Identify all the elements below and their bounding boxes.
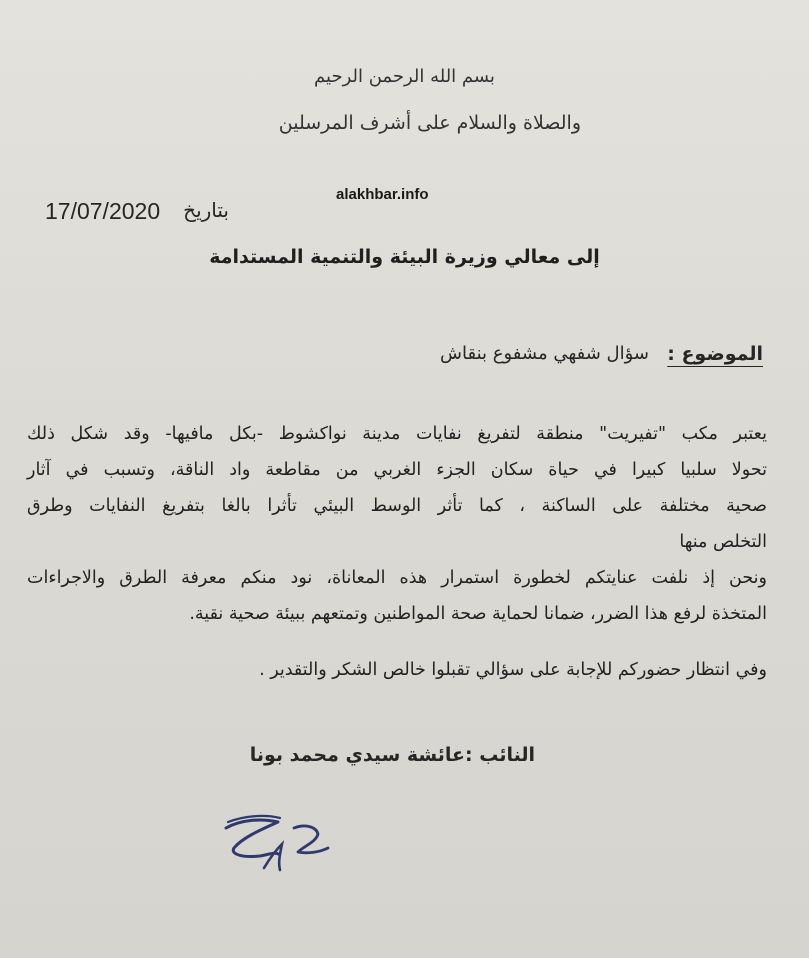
body-line: المتخذة لرفع هذا الضرر، ضمانا لحماية صحة المواطنين وتمتعهم ببيئة صحية نقية. (189, 604, 767, 624)
body-paragraph-2 (27, 560, 767, 632)
body-paragraph-3 (27, 652, 767, 688)
subject-value: سؤال شفهي مشفوع بنقاش (440, 343, 649, 364)
date-label: بتاريخ (183, 198, 229, 222)
body-line: وفي انتظار حضوركم للإجابة على سؤالي تقبلوا خالص الشكر والتقدير . (259, 660, 767, 680)
basmala-heading: بسم الله الرحمن الرحيم (314, 66, 495, 87)
recipient-line: إلى معالي وزيرة البيئة والتنمية المستدامة (209, 246, 600, 268)
body-line: صحية مختلفة على الساكنة ، كما تأثر الوسط البيئي تأثرا بالغا بتفريغ النفايات وطرق (27, 496, 767, 516)
signer-name: النائب :عائشة سيدي محمد بونا (249, 744, 535, 766)
handwritten-signature (220, 808, 340, 878)
body-paragraph-1 (27, 416, 767, 560)
body-line: يعتبر مكب "تفيريت" منطقة لتفريغ نفايات مدينة نواكشوط -بكل مافيها- وقد شكل ذلك (27, 424, 767, 444)
source-watermark: alakhbar.info (336, 186, 429, 203)
body-line: التخلص منها (679, 532, 767, 552)
date-value: 17/07/2020 (45, 198, 161, 224)
body-line: تحولا سلبيا كبيرا في حياة سكان الجزء الغربي من مقاطعة واد الناقة، وتسبب في آثار (27, 460, 767, 480)
body-line: ونحن إذ نلفت عنايتكم لخطورة استمرار هذه المعاناة، نود منكم معرفة الطرق والاجراءات (27, 568, 767, 588)
subject-label: الموضوع : (667, 343, 763, 365)
salutation-line: والصلاة والسلام على أشرف المرسلين (278, 112, 581, 134)
